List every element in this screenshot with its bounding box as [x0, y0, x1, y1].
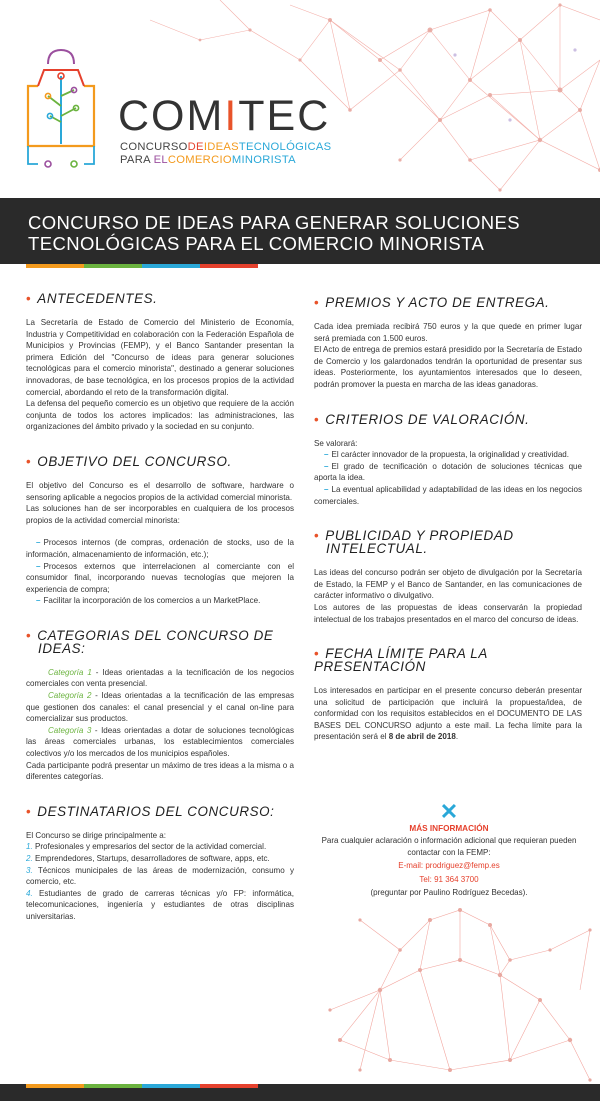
publicidad-paragraph-1: Las ideas del concurso podrán ser objeto de divulgación por la Secretaría de Estado, la FEMP y el Banco de Santander, en las comunicaciones de carácter informativo o divulgativo.: [314, 568, 582, 601]
categoria-2: Categoría 2 - Ideas orientadas a la tecnificación de las empresas que gestionen dos canales: el canal presencial y el canal on-line para comercializar sus productos.: [26, 691, 294, 724]
tagline-line-1: CONCURSODEIDEASTECNOLÓGICAS: [120, 141, 332, 153]
antecedentes-paragraph-2: La defensa del pequeño comercio es un objetivo que requiere de la acción conjunta de todos los actores implicados: las administraciones, las organizaciones del ámbito privado y la sociedad en su conjunto.: [26, 399, 294, 432]
more-info-block: [314, 799, 584, 899]
right-column: [314, 296, 582, 743]
section-heading-objetivo: • OBJETIVO DEL CONCURSO.: [26, 453, 232, 469]
section-heading-categorias: • CATEGORIAS DEL CONCURSO DE IDEAS:: [26, 627, 274, 656]
criterio-item-3: – La eventual aplicabilidad y adaptabilidad de las ideas en los negocios comerciales.: [314, 484, 582, 506]
cross-icon: ✕: [439, 799, 459, 824]
more-info-title: MÁS INFORMACIÓN: [409, 824, 489, 833]
categorias-paragraph: Cada participante podrá presentar un máximo de tres ideas a la misma o a diferentes categorías.: [26, 760, 294, 782]
criterio-item-1: – El carácter innovador de la propuesta, la originalidad y creatividad.: [324, 450, 570, 460]
contact-person: (preguntar por Paulino Rodríguez Becedas).: [370, 888, 528, 897]
phone-number[interactable]: 91 364 3700: [434, 874, 479, 884]
destinatario-item-1: 1. Profesionales y empresarios del sector de la actividad comercial.: [26, 842, 267, 852]
title-banner: [0, 198, 600, 264]
footer-stripe-blue: [142, 1084, 200, 1088]
email-link[interactable]: prodriguez@femp.es: [425, 861, 500, 870]
fecha-paragraph: Los interesados en participar en el presente concurso deberán presentar una solicitud de participación que incluirá la propuesta/idea, de conformidad con los requisitos establecidos en el DOCUMENTO DE LAS BASES DEL CONCURSO adjunto a este mail. La fecha límite para la presentación será el 8 de abril de 2018.: [314, 686, 582, 742]
more-info-intro: Para cualquier aclaración o información adicional que requieran pueden contactar con la FEMP:: [321, 836, 577, 857]
footer-stripe-red: [200, 1084, 258, 1088]
contact-email: E-mail: prodriguez@femp.es: [398, 861, 500, 870]
shopping-bag-logo-icon: [20, 46, 102, 172]
destinatario-item-2: 2. Emprendedores, Startups, desarrolladores de software, apps, etc.: [26, 854, 270, 863]
criterios-paragraph: Se valorará:: [314, 438, 358, 448]
section-heading-fecha: • FECHA LÍMITE PARA LA PRESENTACIÓN: [314, 646, 488, 675]
publicidad-paragraph-2: Los autores de las propuestas de ideas conservarán la propiedad intelectual de los trabajos presentados en el marco del concurso de ideas.: [314, 602, 582, 624]
section-heading-publicidad: • PUBLICIDAD Y PROPIEDAD INTELECTUAL.: [314, 528, 514, 557]
destinatario-item-4: 4. Estudiantes de grado de carreras técnicas y/o FP: informática, telecomunicaciones, ingeniería y estudiantes de otras disciplinas universitarias.: [26, 888, 294, 921]
categoria-1: Categoría 1 - Ideas orientadas a la tecnificación de los negocios comerciales con venta presencial.: [26, 667, 294, 689]
tagline-line-2: PARA ELCOMERCIOMINORISTA: [120, 154, 296, 166]
left-column: [26, 292, 294, 923]
page-title: CONCURSO DE IDEAS PARA GENERAR SOLUCIONES TECNOLÓGICAS PARA EL COMERCIO MINORISTA: [28, 212, 521, 254]
section-heading-antecedentes: • ANTECEDENTES.: [26, 291, 158, 306]
destinatarios-paragraph: El Concurso se dirige principalmente a:: [26, 830, 166, 840]
color-stripe-blue: [142, 264, 200, 268]
color-stripe-red: [200, 264, 258, 268]
categoria-3: Categoría 3 - Ideas orientadas a dotar de soluciones tecnológicas las áreas comerciales urbanas, los establecimientos comerciales colectivos y/o los mercados de los municipios españoles.: [26, 725, 294, 759]
objetivo-paragraph-1: El objetivo del Concurso es el desarrollo de software, hardware o sensoring aplicable a negocios propios de la actividad comercial minorista.: [26, 480, 294, 502]
antecedentes-paragraph-1: La Secretaría de Estado de Comercio del Ministerio de Economía, Industria y Competitividad en colaboración con la Federación Española de Municipios y Provincias (FEMP), y el Banco Santander presentan la primera Edición del "Concurso de ideas para generar soluciones tecnológicas para el comercio minorista", destinado a generar soluciones innovadoras, de base tecnológica, en los procesos propios de la actividad comercial, abordando el reto de la transformación digital.: [26, 318, 294, 397]
premios-paragraph-1: Cada idea premiada recibirá 750 euros y la que quede en primer lugar será premiada con 1.500 euros.: [314, 322, 582, 343]
section-heading-destinatarios: • DESTINATARIOS DEL CONCURSO:: [26, 803, 275, 819]
header: [0, 0, 600, 198]
destinatario-item-3: 3. Técnicos municipales de las áreas de modernización, consumo y comercio, etc.: [26, 865, 294, 887]
section-heading-criterios: • CRITERIOS DE VALORACIÓN.: [314, 411, 530, 427]
footer-stripe-orange: [26, 1084, 84, 1088]
contact-phone: Tel: 91 364 3700: [419, 874, 479, 884]
objetivo-paragraph-2: Las soluciones han de ser incorporables en cualquiera de los procesos propios de la actividad comercial minorista:: [26, 504, 294, 525]
objetivo-item-1: – Procesos internos (de compras, ordenación de stocks, uso de la información, almacenamiento de información, etc.);: [26, 538, 294, 559]
footer-stripe-green: [84, 1084, 142, 1088]
color-stripe-orange: [26, 264, 84, 268]
color-stripe-green: [84, 264, 142, 268]
objetivo-item-3: – Facilitar la incorporación de los comercios a un MarketPlace.: [36, 596, 261, 606]
deadline-date: 8 de abril de 2018: [388, 732, 456, 742]
criterio-item-2: – El grado de tecnificación o dotación de soluciones técnicas que aporta la idea.: [314, 461, 582, 483]
network-bag-illustration: [300, 890, 600, 1084]
premios-paragraph-2: El Acto de entrega de premios estará presidido por la Secretaría de Estado de Comercio y los galardonados tendrán la oportunidad de presentar sus ideas. Posteriormente, los ayuntamientos interesados que lo deseen, podrán promover la puesta en marcha de las ideas ganadoras.: [314, 345, 582, 389]
section-heading-premios: • PREMIOS Y ACTO DE ENTREGA.: [314, 295, 550, 310]
objetivo-item-2: – Procesos externos que interrelacionen al comerciante con el consumidor final, incorporando nuevas tecnologías que mejoren la experiencia de compra;: [26, 561, 294, 594]
brand-name: COMITEC: [118, 92, 331, 140]
